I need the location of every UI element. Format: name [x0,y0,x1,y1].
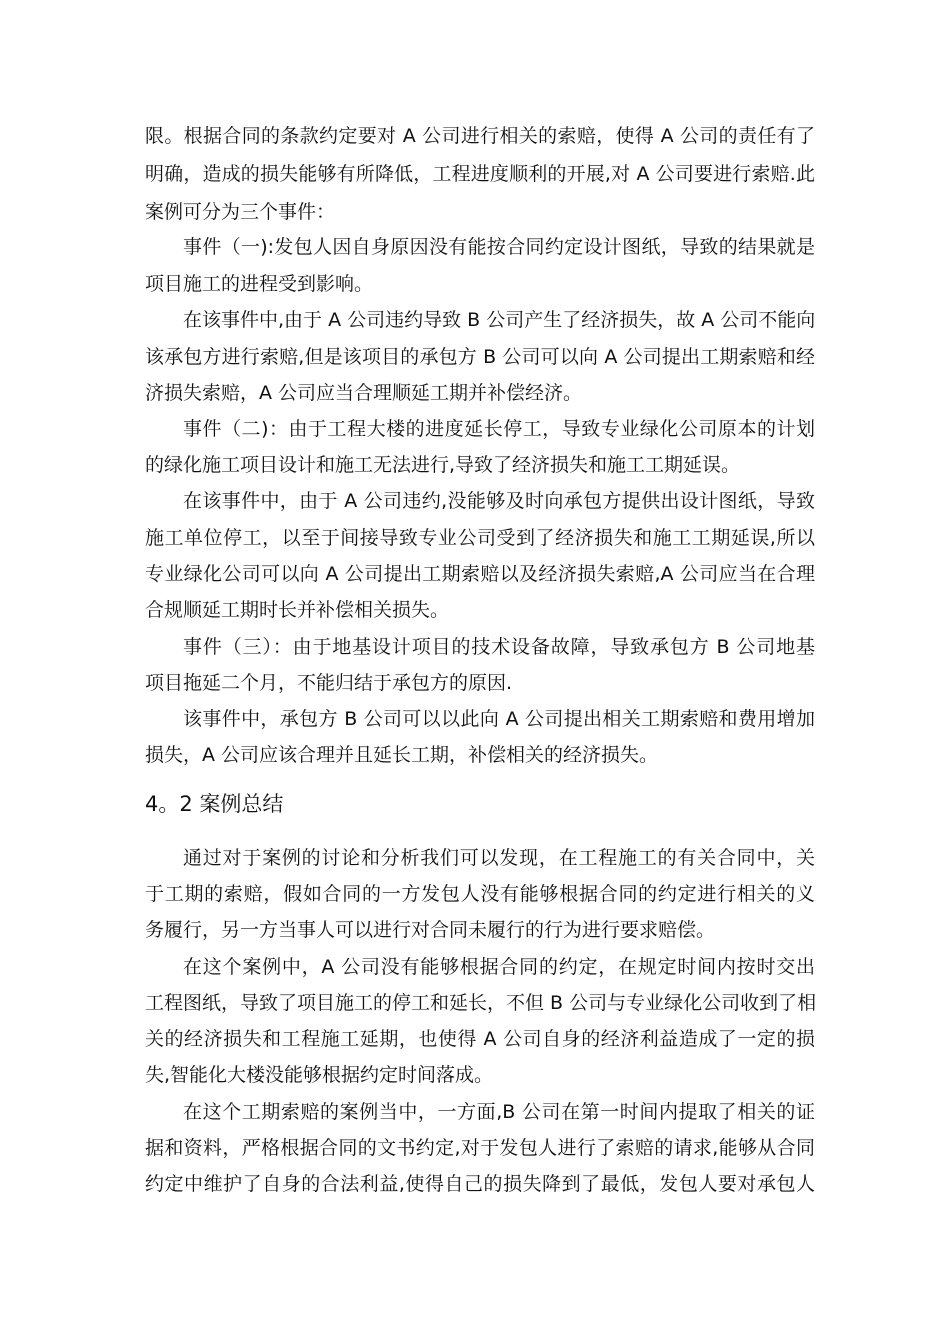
paragraph-line: 限。根据合同的条款约定要对 A 公司进行相关的索赔，使得 A 公司的责任有了 [145,125,815,147]
paragraph-line: 项目拖延二个月，不能归结于承包方的原因. [145,672,513,694]
paragraph-line: 该事件中，承包方 B 公司可以以此向 A 公司提出相关工期索赔和费用增加 [183,708,815,730]
paragraph-line: 在这个案例中，A 公司没有能够根据合同的约定，在规定时间内按时交出 [183,956,815,978]
paragraph-line: 关的经济损失和工程施工延期，也使得 A 公司自身的经济利益造成了一定的损 [145,1028,815,1050]
section-heading: 4。2 案例总结 [145,792,284,816]
paragraph-line: 合规顺延工期时长并补偿相关损失。 [145,599,450,621]
paragraph-line: 在该事件中，由于 A 公司违约,没能够及时向承包方提供出设计图纸，导致 [183,490,815,512]
paragraph-line: 的绿化施工项目设计和施工无法进行,导致了经济损失和施工工期延误。 [145,454,741,476]
paragraph-line: 该承包方进行索赔,但是该项目的承包方 B 公司可以向 A 公司提出工期索赔和经 [145,346,815,368]
paragraph-line: 约定中维护了自身的合法利益,使得自己的损失降到了最低，发包人要对承包人 [145,1173,815,1195]
paragraph-line: 事件（二)：由于工程大楼的进度延长停工，导致专业绿化公司原本的计划 [183,418,815,440]
paragraph-line: 项目施工的进程受到影响。 [145,273,374,295]
paragraph-line: 事件（一):发包人因自身原因没有能按合同约定设计图纸，导致的结果就是 [183,236,815,258]
paragraph-line: 务履行，另一方当事人可以进行对合同未履行的行为进行要求赔偿。 [145,919,716,941]
paragraph-line: 专业绿化公司可以向 A 公司提出工期索赔以及经济损失索赔,A 公司应当在合理 [145,563,815,585]
paragraph-line: 失,智能化大楼没能够根据约定时间落成。 [145,1064,494,1086]
paragraph-line: 济损失索赔，A 公司应当合理顺延工期并补偿经济。 [145,382,583,404]
paragraph-line: 工程图纸，导致了项目施工的停工和延长，不但 B 公司与专业绿化公司收到了相 [145,992,817,1014]
paragraph-line: 据和资料，严格根据合同的文书约定,对于发包人进行了索赔的请求,能够从合同 [145,1137,815,1159]
paragraph-line: 案例可分为三个事件： [145,201,336,223]
paragraph-line: 损失，A 公司应该合理并且延长工期，补偿相关的经济损失。 [145,744,659,766]
paragraph-line: 事件（三）：由于地基设计项目的技术设备故障，导致承包方 B 公司地基 [183,636,815,658]
paragraph-line: 于工期的索赔，假如合同的一方发包人没有能够根据合同的约定进行相关的义 [145,883,815,905]
paragraph-line: 在这个工期索赔的案例当中，一方面,B 公司在第一时间内提取了相关的证 [183,1101,815,1123]
paragraph-line: 通过对于案例的讨论和分析我们可以发现，在工程施工的有关合同中，关 [183,847,815,869]
paragraph-line: 施工单位停工，以至于间接导致专业公司受到了经济损失和施工工期延误,所以 [145,527,815,549]
paragraph-line: 明确，造成的损失能够有所降低，工程进度顺利的开展,对 A 公司要进行索赔.此 [145,163,815,185]
paragraph-line: 在该事件中,由于 A 公司违约导致 B 公司产生了经济损失，故 A 公司不能向 [183,309,816,331]
